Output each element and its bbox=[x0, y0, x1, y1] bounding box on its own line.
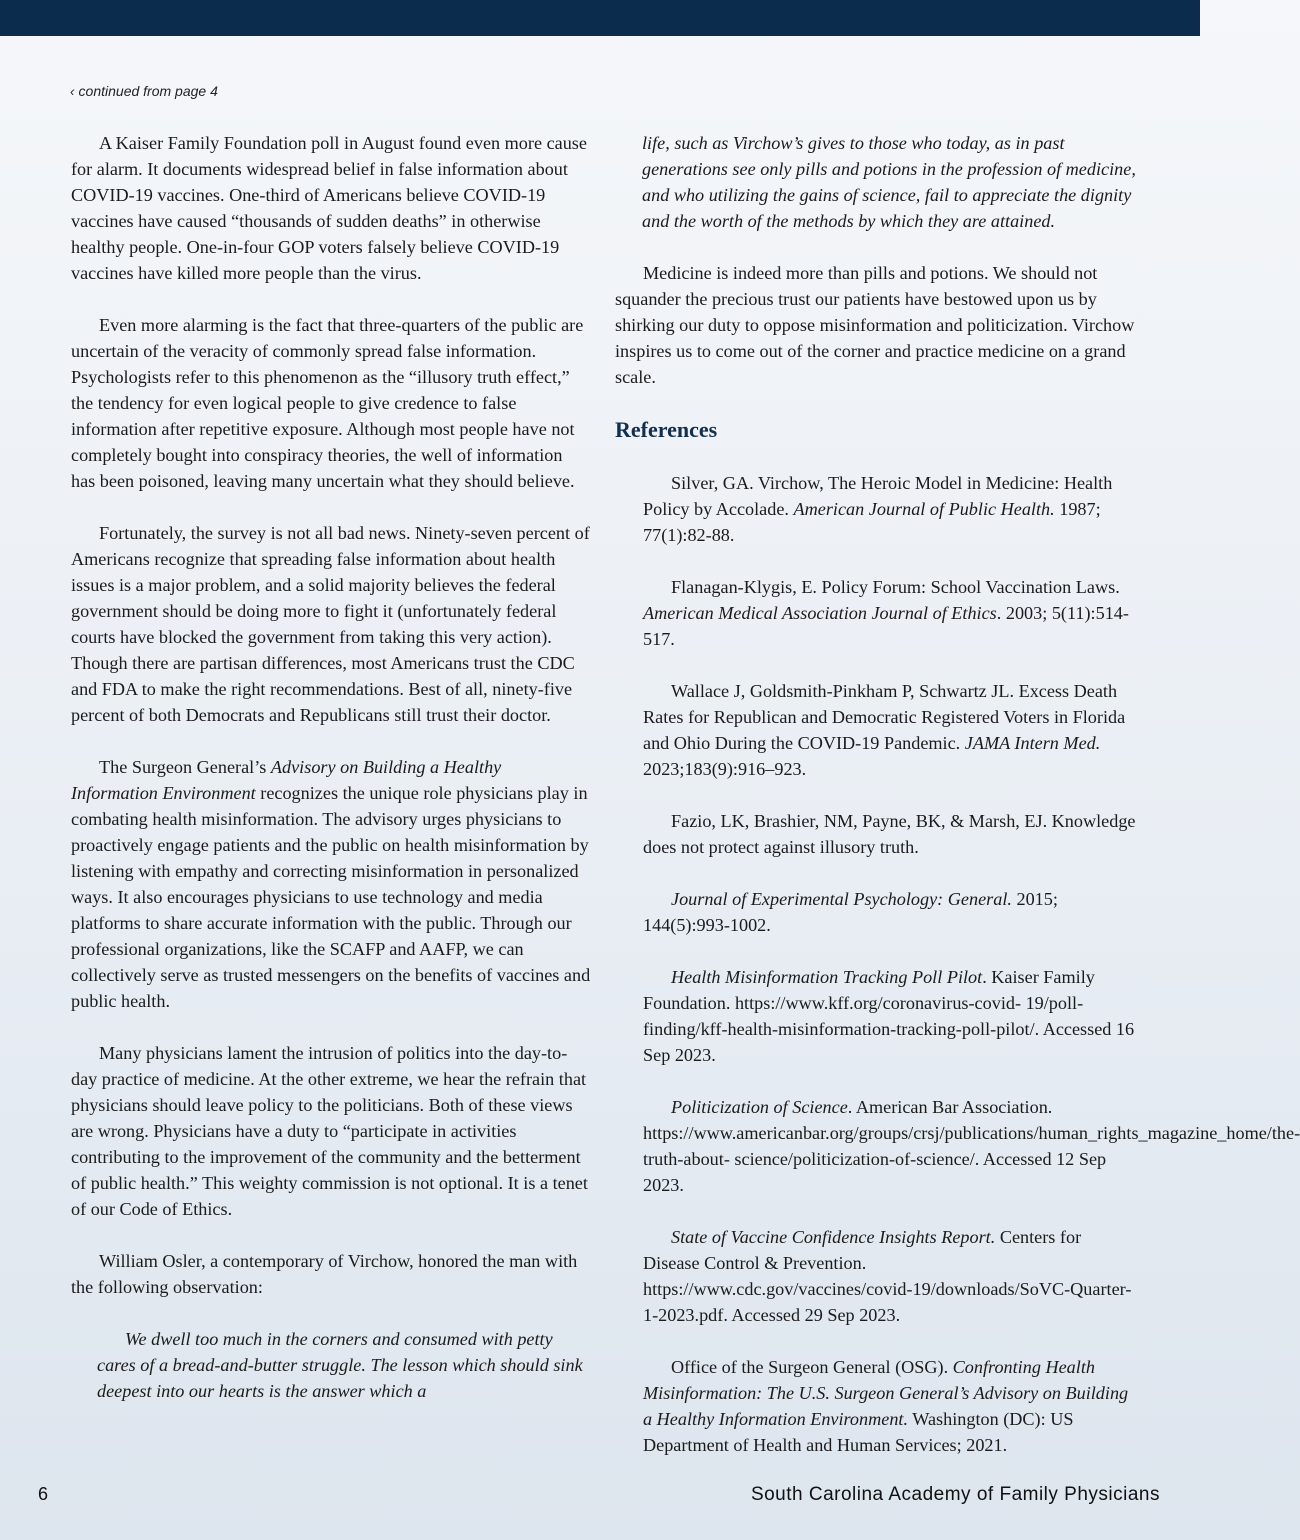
paragraph-osler-intro: William Osler, a contemporary of Virchow, honored the man with the following observation: bbox=[71, 1251, 578, 1297]
reference-item bbox=[615, 470, 1140, 548]
reference-italic: Politicization of Science bbox=[671, 1097, 848, 1117]
paragraph-survey-good-news: Fortunately, the survey is not all bad news. Ninety-seven percent of Americans recognize that spreading false information about health issues is a major problem, and a solid majority believes the federal government should be doing more to fight it (unfortunately federal courts have blocked the government from taking this very action). Though there are partisan differences, most Americans trust the CDC and FDA to make the right recommendations. Best of all, ninety-five percent of both Democrats and Republicans still trust their doctor. bbox=[71, 523, 590, 725]
reference-italic: State of Vaccine Confidence Insights Report. bbox=[671, 1227, 996, 1247]
footer-organization: South Carolina Academy of Family Physicians bbox=[750, 1484, 1160, 1505]
reference-item bbox=[615, 1224, 1140, 1328]
paragraph-conclusion: Medicine is indeed more than pills and potions. We should not squander the precious trust our patients have bestowed upon us by shirking our duty to oppose misinformation and politicization. Virchow inspires us to come out of the corner and practice medicine on a grand scale. bbox=[615, 263, 1135, 387]
paragraph-text: The Surgeon General’s bbox=[99, 757, 271, 777]
reference-text: Flanagan-Klygis, E. Policy Forum: School Vaccination Laws. bbox=[671, 577, 1120, 597]
reference-item bbox=[615, 808, 1140, 860]
references-list bbox=[615, 470, 1300, 1458]
paragraph-surgeon-general bbox=[71, 754, 591, 1014]
continued-from-label: ‹ continued from page 4 bbox=[70, 83, 218, 99]
reference-text: Fazio, LK, Brashier, NM, Payne, BK, & Marsh, EJ. Knowledge does not protect against illusory truth. bbox=[643, 811, 1136, 857]
reference-text: . American Bar Association. https://www.americanbar.org/groups/crsj/publications/human_rights_magazine_home/the-truth-about- science/politicization-of-science/. Accessed 12 Sep 2023. bbox=[643, 1097, 1300, 1195]
reference-text: 1987; 77(1):82-88. bbox=[643, 499, 1101, 545]
reference-text: Office of the Surgeon General (OSG). bbox=[671, 1357, 953, 1377]
reference-italic: Confronting Health Misinformation: The U.S. Surgeon General’s Advisory on Building a Healthy Information Environment. bbox=[643, 1357, 1129, 1429]
reference-text: . Kaiser Family Foundation. https://www.kff.org/coronavirus-covid- 19/poll-finding/kff-health-misinformation-tracking-poll-pilot/. Accessed 16 Sep 2023. bbox=[643, 967, 1135, 1065]
reference-text: Silver, GA. Virchow, The Heroic Model in Medicine: Health Policy by Accolade. bbox=[643, 473, 1113, 519]
reference-item bbox=[615, 574, 1140, 652]
reference-italic: Health Misinformation Tracking Poll Pilot bbox=[671, 967, 983, 987]
osler-quote-continued: life, such as Virchow’s gives to those who today, as in past generations see only pills and potions in the profession of medicine, and who utilizing the gains of science, fail to appreciate the dignity and the worth of the methods by which they are attained. bbox=[642, 133, 1136, 231]
reference-text: Washington (DC): US Department of Health and Human Services; 2021. bbox=[643, 1409, 1074, 1455]
references-heading: References bbox=[615, 417, 718, 442]
reference-text: Wallace J, Goldsmith-Pinkham P, Schwartz JL. Excess Death Rates for Republican and Democratic Registered Voters in Florida and Ohio During the COVID-19 Pandemic. bbox=[643, 681, 1126, 753]
top-banner bbox=[0, 0, 1200, 36]
paragraph-politics: Many physicians lament the intrusion of politics into the day-to-day practice of medicine. At the other extreme, we hear the refrain that physicians should leave policy to the politicians. Both of these views are wrong. Physicians have a duty to “participate in activities contributing to the improvement of the community and the betterment of public health.” This weighty commission is not optional. It is a tenet of our Code of Ethics. bbox=[71, 1043, 588, 1219]
reference-italic: JAMA Intern Med. bbox=[964, 733, 1101, 753]
osler-quote: We dwell too much in the corners and consumed with petty cares of a bread-and-butter struggle. The lesson which should sink deepest into our hearts is the answer which a bbox=[97, 1329, 583, 1401]
reference-item bbox=[615, 886, 1140, 938]
reference-italic: Journal of Experimental Psychology: General. bbox=[671, 889, 1012, 909]
reference-text: 2015; 144(5):993-1002. bbox=[643, 889, 1058, 935]
page-number: 6 bbox=[38, 1484, 49, 1504]
paragraph-kaiser-poll: A Kaiser Family Foundation poll in August found even more cause for alarm. It documents widespread belief in false information about COVID-19 vaccines. One-third of Americans believe COVID-19 vaccines have caused “thousands of sudden deaths” in otherwise healthy people. One-in-four GOP voters falsely believe COVID-19 vaccines have killed more people than the virus. bbox=[71, 133, 587, 283]
paragraph-text: recognizes the unique role physicians play in combating health misinformation. The advisory urges physicians to proactively engage patients and the public on health misinformation by listening with empathy and correcting misinformation in personalized ways. It also encourages physicians to use technology and media platforms to share accurate information with the public. Through our professional organizations, like the SCAFP and AAFP, we can collectively serve as trusted messengers on the benefits of vaccines and public health. bbox=[71, 783, 591, 1011]
reference-text: 2023;183(9):916–923. bbox=[643, 759, 807, 779]
advisory-title: Advisory on Building a Healthy Information Environment bbox=[71, 757, 502, 803]
right-column bbox=[615, 130, 1300, 1484]
left-column bbox=[71, 130, 591, 1430]
reference-item bbox=[615, 1354, 1140, 1458]
paragraph-illusory-truth: Even more alarming is the fact that three-quarters of the public are uncertain of the veracity of commonly spread false information. Psychologists refer to this phenomenon as the “illusory truth effect,” the tendency for even logical people to give credence to false information after repetitive exposure. Although most people have not completely bought into conspiracy theories, the well of information has been poisoned, leaving many uncertain what they should believe. bbox=[71, 315, 584, 491]
reference-item bbox=[615, 678, 1140, 782]
reference-item bbox=[615, 964, 1140, 1068]
reference-text: . 2003; 5(11):514-517. bbox=[643, 603, 1129, 649]
reference-text: Centers for Disease Control & Prevention. https://www.cdc.gov/vaccines/covid-19/downloads/SoVC-Quarter-1-2023.pdf. Accessed 29 Sep 2023. bbox=[643, 1227, 1132, 1325]
reference-italic: American Medical Association Journal of Ethics bbox=[643, 603, 997, 623]
reference-italic: American Journal of Public Health. bbox=[793, 499, 1055, 519]
reference-item bbox=[615, 1094, 1300, 1198]
